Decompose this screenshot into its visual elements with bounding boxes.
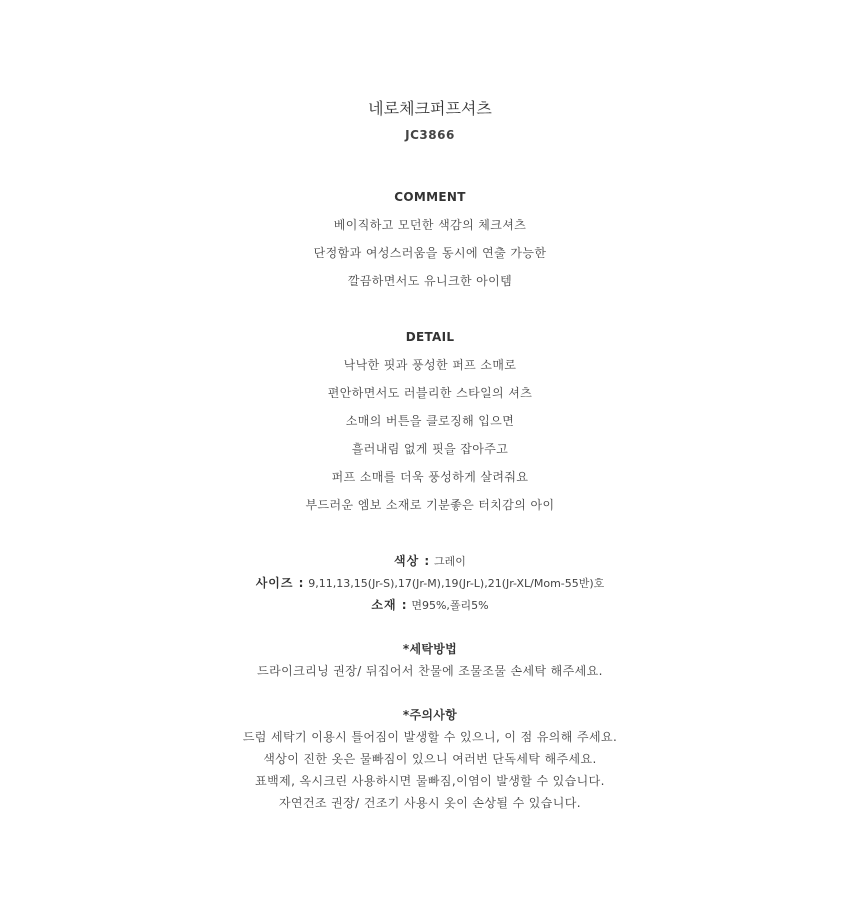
spec-material-value: 면95%,폴리5%: [411, 599, 489, 612]
spec-size-value: 9,11,13,15(Jr-S),17(Jr-M),19(Jr-L),21(Jr-XL/Mom-55반)호: [308, 577, 605, 590]
spec-material: [0, 597, 860, 614]
detail-line: 흘러내림 없게 핏을 잡아주고: [351, 442, 509, 456]
detail-line: 편안하면서도 러블리한 스타일의 셔츠: [327, 386, 533, 400]
detail-line: 소매의 버튼을 클로징해 입으면: [345, 414, 515, 428]
spec-color-label: 색상 :: [394, 554, 431, 568]
detail-heading: DETAIL: [405, 330, 455, 344]
spec-color: [0, 553, 860, 570]
caution-line: 자연건조 권장/ 건조기 사용시 옷이 손상될 수 있습니다.: [279, 796, 581, 810]
spec-size-label: 사이즈 :: [255, 576, 305, 590]
washing-line: 드라이크리닝 권장/ 뒤집어서 찬물에 조물조물 손세탁 해주세요.: [257, 664, 603, 678]
caution-line: 드럼 세탁기 이용시 틀어짐이 발생할 수 있으니, 이 점 유의해 주세요.: [242, 730, 618, 744]
comment-line: 깔끔하면서도 유니크한 아이템: [347, 274, 513, 288]
detail-line: 부드러운 엠보 소재로 기분좋은 터치감의 아이: [305, 498, 555, 512]
product-name: 네로체크퍼프셔츠: [368, 99, 492, 118]
comment-line: 단정함과 여성스러움을 동시에 연출 가능한: [313, 246, 547, 260]
comment-heading: COMMENT: [394, 190, 466, 204]
caution-line: 색상이 진한 옷은 물빠짐이 있으니 여러번 단독세탁 해주세요.: [263, 752, 597, 766]
comment-line: 베이직하고 모던한 색감의 체크셔츠: [333, 218, 527, 232]
detail-line: 낙낙한 핏과 풍성한 퍼프 소매로: [343, 358, 517, 372]
caution-heading: *주의사항: [402, 708, 458, 722]
product-code: JC3866: [405, 128, 455, 142]
caution-line: 표백제, 옥시크린 사용하시면 물빠짐,이염이 발생할 수 있습니다.: [255, 774, 605, 788]
spec-color-value: 그레이: [434, 555, 466, 568]
washing-heading: *세탁방법: [402, 642, 458, 656]
spec-material-label: 소재 :: [371, 598, 408, 612]
spec-size: [0, 575, 860, 592]
detail-line: 퍼프 소매를 더욱 풍성하게 살려줘요: [331, 470, 529, 484]
